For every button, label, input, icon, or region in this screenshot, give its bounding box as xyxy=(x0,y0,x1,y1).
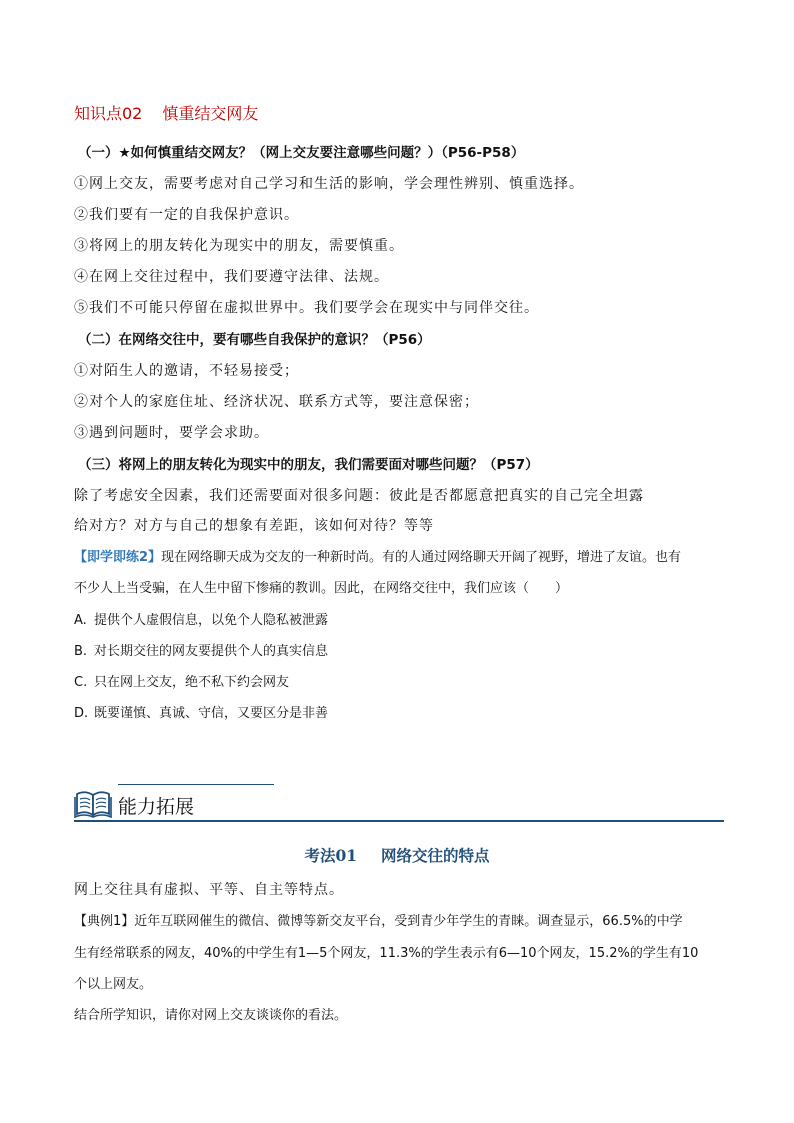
ability-banner xyxy=(74,780,724,822)
option-b xyxy=(74,642,734,662)
q3-line-1: 除了考虑安全因素，我们还需要面对很多问题：彼此是否都愿意把真实的自己完全坦露 xyxy=(74,488,644,504)
example-line-2: 生有经常联系的网友，40%的中学生有1—5个网友，11.3%的学生表示有6—10个网友，15.2%的学生有10 xyxy=(74,946,699,961)
method-title: 网络交往的特点 xyxy=(381,846,490,865)
practice-text-1: 现在网络聊天成为交友的一种新时尚。有的人通过网络聊天开阔了视野，增进了友谊。也有 xyxy=(161,550,682,565)
option-d xyxy=(74,704,734,724)
q1-item-5: ⑤我们不可能只停留在虚拟世界中。我们要学会在现实中与同伴交往。 xyxy=(74,300,539,316)
practice-tag: 【即学即练2】 xyxy=(74,550,162,565)
option-a-text: 提供个人虚假信息，以免个人隐私被泄露 xyxy=(94,613,329,628)
option-a xyxy=(74,611,734,631)
question-2-heading: （二）在网络交往中，要有哪些自我保护的意识？（P56） xyxy=(78,332,431,348)
example-line-1: 【典例1】近年互联网催生的微信、微博等新交友平台，受到青少年学生的青睐。调查显示，66.5%的中学 xyxy=(74,914,683,929)
q1-item-4: ④在网上交往过程中，我们要遵守法律、法规。 xyxy=(74,269,389,285)
section-heading xyxy=(74,101,258,124)
option-b-text: 对长期交往的网友要提供个人的真实信息 xyxy=(94,644,329,659)
option-d-text: 既要谨慎、真诚、守信，又要区分是非善 xyxy=(94,706,329,721)
section-number: 知识点02 xyxy=(74,104,143,123)
question-1-heading: （一）★如何慎重结交网友？（网上交友要注意哪些问题？）（P56-P58） xyxy=(78,145,525,161)
q2-item-1: ①对陌生人的邀请，不轻易接受； xyxy=(74,363,299,379)
practice-line-1 xyxy=(74,548,734,568)
q1-item-2: ②我们要有一定的自我保护意识。 xyxy=(74,207,299,223)
q2-item-3: ③遇到问题时，要学会求助。 xyxy=(74,425,269,441)
option-c-letter: C. xyxy=(74,675,88,690)
option-d-letter: D. xyxy=(74,706,89,721)
q1-item-1: ①网上交友，需要考虑对自己学习和生活的影响，学会理性辨别、慎重选择。 xyxy=(74,176,584,192)
example-line-4: 结合所学知识，请你对网上交友谈谈你的看法。 xyxy=(74,1008,348,1023)
option-a-letter: A. xyxy=(74,613,87,628)
banner-bottom-rule xyxy=(74,820,724,822)
banner-top-rule xyxy=(118,784,274,785)
q2-item-2: ②对个人的家庭住址、经济状况、联系方式等，要注意保密； xyxy=(74,394,479,410)
q3-line-2: 给对方？对方与自己的想象有差距，该如何对待？等等 xyxy=(74,518,434,534)
open-book-icon xyxy=(74,788,112,818)
option-b-letter: B. xyxy=(74,644,88,659)
option-c xyxy=(74,673,734,693)
question-3-heading: （三）将网上的朋友转化为现实中的朋友，我们需要面对哪些问题？（P57） xyxy=(78,457,539,473)
ability-title: 能力拓展 xyxy=(118,796,195,818)
method-heading xyxy=(0,844,794,866)
section-title: 慎重结交网友 xyxy=(162,104,259,123)
practice-line-2: 不少人上当受骗，在人生中留下惨痛的教训。因此，在网络交往中，我们应该（ ） xyxy=(74,581,569,596)
method-number: 考法01 xyxy=(304,846,358,865)
method-intro: 网上交往具有虚拟、平等、自主等特点。 xyxy=(74,882,344,898)
option-c-text: 只在网上交友，绝不私下约会网友 xyxy=(94,675,290,690)
q1-item-3: ③将网上的朋友转化为现实中的朋友，需要慎重。 xyxy=(74,238,404,254)
example-line-3: 个以上网友。 xyxy=(74,977,153,992)
